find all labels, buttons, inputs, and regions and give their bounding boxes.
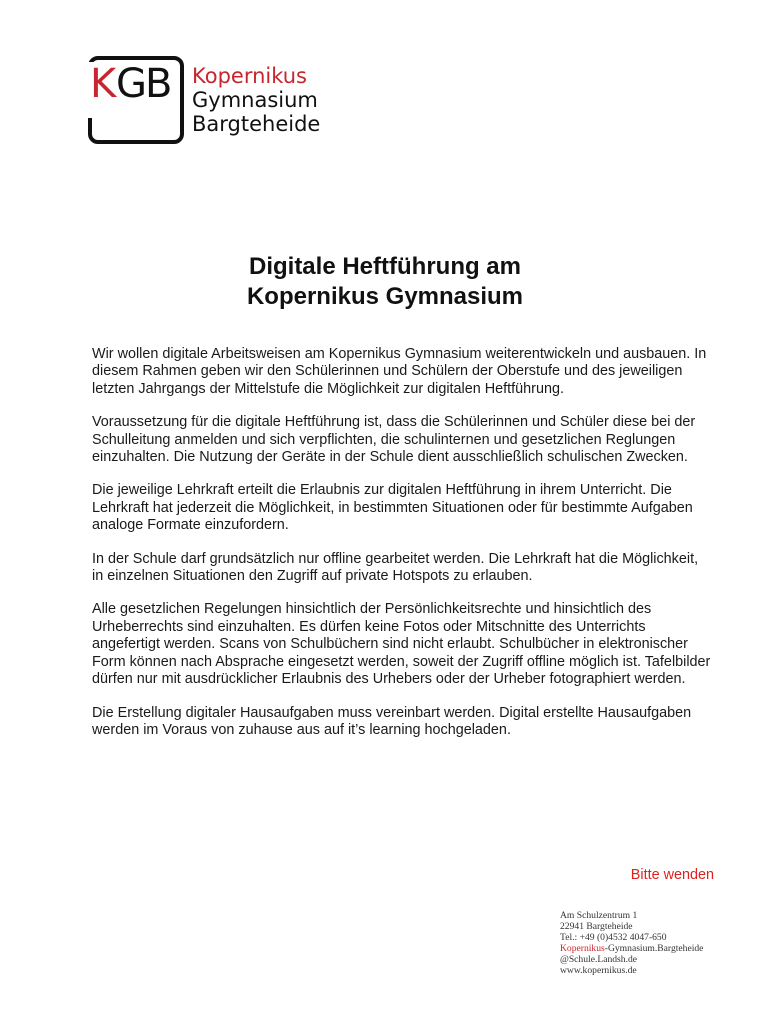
- logo-line-bargteheide: Bargteheide: [192, 112, 321, 136]
- logo-line-kopernikus: Kopernikus: [192, 64, 307, 88]
- address-email-domain: @Schule.Landsh.de: [560, 954, 638, 965]
- school-address: [560, 910, 703, 976]
- paragraph: Wir wollen digitale Arbeitsweisen am Kopernikus Gymnasium weiterentwickeln und ausbauen. In diesem Rahmen geben wir den Schülerinnen und Schülern der Oberstufe und des jeweiligen letzten Jahrgangs der Mittelstufe die Möglichkeit zur digitalen Heftführung.: [92, 346, 707, 397]
- logo-line-gymnasium: Gymnasium: [192, 88, 318, 112]
- school-logo: [88, 56, 338, 156]
- document-title: [90, 252, 680, 312]
- address-email-brand: Kopernikus: [560, 943, 605, 954]
- address-email-line: [560, 943, 703, 954]
- address-phone: Tel.: +49 (0)4532 4047-650: [560, 932, 667, 943]
- document-body: [92, 346, 712, 755]
- title-line-1: Digitale Heftführung am: [248, 253, 521, 280]
- title-line-2: Kopernikus Gymnasium: [246, 283, 524, 310]
- paragraph: Die Erstellung digitaler Hausaufgaben muss vereinbart werden. Digital erstellte Hausaufgaben werden im Voraus von zuhause aus auf it’s learning hochgeladen.: [92, 704, 692, 738]
- address-email-rest: -Gymnasium.Bargteheide: [604, 943, 704, 954]
- turn-page-note: Bitte wenden: [630, 867, 714, 883]
- paragraph: In der Schule darf grundsätzlich nur offline gearbeitet werden. Die Lehrkraft hat die Möglichkeit, in einzelnen Situationen den Zugriff auf private Hotspots zu erlauben.: [92, 550, 699, 585]
- paragraph: Voraussetzung für die digitale Heftführung ist, dass die Schülerinnen und Schüler diese bei der Schulleitung anmelden und sich verpflichten, die schulinternen und gesetzlichen Reglungen einzuhalten. Die Nutzung der Geräte in der Schule dient ausschließlich schulischen Zwecken.: [92, 414, 696, 466]
- address-website: www.kopernikus.de: [560, 965, 637, 976]
- logo-mark-k: K: [90, 61, 115, 107]
- logo-mark-gb: GB: [116, 61, 171, 107]
- logo-wordmark: [192, 64, 320, 136]
- paragraph: Alle gesetzlichen Regelungen hinsichtlich der Persönlichkeitsrechte und hinsichtlich des Urheberrechts sind einzuhalten. Es dürfen keine Fotos oder Mitschnitte des Unterrichts angefertigt werden. Scans von Schulbüchern sind nicht erlaubt. Schulbücher in elektronischer Form können nach Absprache eingesetzt werden, soweit der Zugriff offline möglich ist. Tafelbilder dürfen nur mit ausdrücklicher Erlaubnis des Urhebers oder der Urheber fotographiert werden.: [92, 601, 711, 688]
- address-street: Am Schulzentrum 1: [560, 910, 638, 921]
- paragraph: Die jeweilige Lehrkraft erteilt die Erlaubnis zur digitalen Heftführung in ihrem Unterricht. Die Lehrkraft hat jederzeit die Möglichkeit, in bestimmten Situationen oder für bestimmte Aufgaben analoge Formate einzufordern.: [92, 482, 693, 534]
- address-city: 22941 Bargteheide: [560, 921, 633, 932]
